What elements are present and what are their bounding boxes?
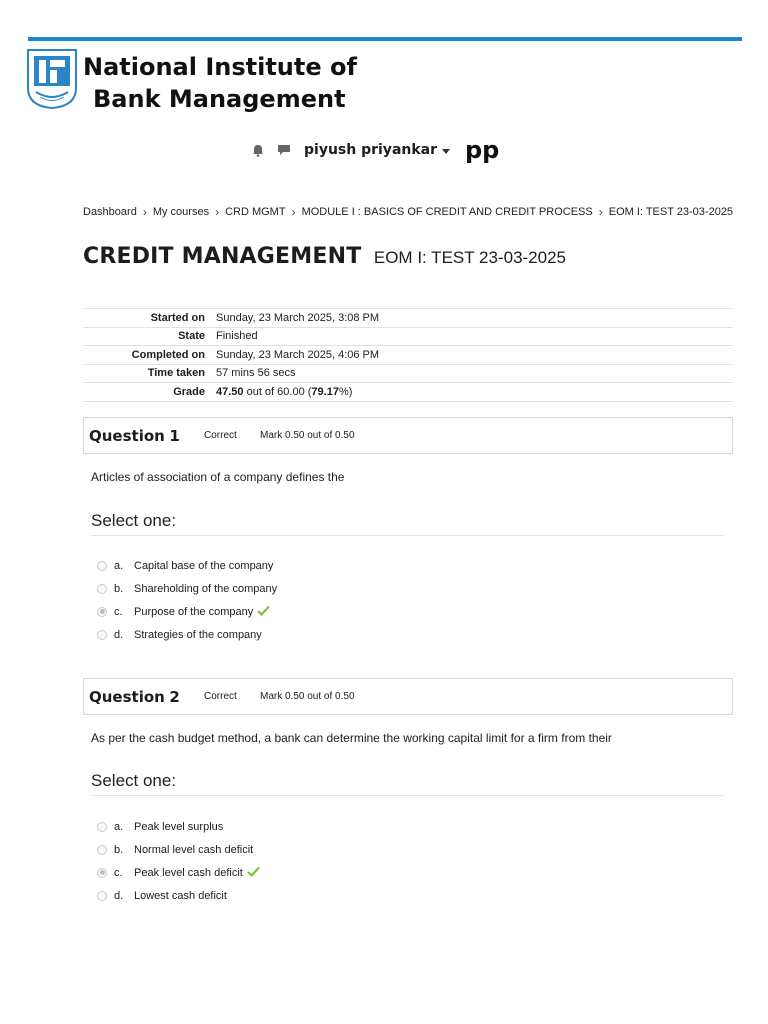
option-letter: a. <box>114 820 124 833</box>
checkmark-icon <box>247 866 260 880</box>
radio-button[interactable] <box>97 584 107 594</box>
question-1-text: Articles of association of a company defines the <box>91 470 345 484</box>
chevron-right-icon: › <box>291 205 296 219</box>
state-label: State <box>83 327 216 346</box>
grade-score: 47.50 <box>216 385 244 398</box>
completed-on-label: Completed on <box>83 346 216 365</box>
table-row <box>83 309 733 328</box>
answer-option[interactable] <box>97 815 260 838</box>
option-text: Peak level surplus <box>134 820 224 833</box>
top-accent-bar <box>28 37 742 41</box>
breadcrumb-course[interactable]: CRD MGMT <box>225 206 286 218</box>
avatar[interactable]: pp <box>465 136 500 164</box>
option-text: Lowest cash deficit <box>134 889 227 902</box>
radio-button[interactable] <box>97 891 107 901</box>
table-row <box>83 383 733 402</box>
chat-bubble-icon[interactable] <box>276 142 292 158</box>
question-1-info <box>83 417 733 454</box>
option-letter: d. <box>114 628 124 641</box>
radio-button[interactable] <box>97 630 107 640</box>
option-letter: d. <box>114 889 124 902</box>
option-text: Capital base of the company <box>134 559 274 572</box>
table-row <box>83 364 733 383</box>
radio-button[interactable] <box>97 845 107 855</box>
answer-option-selected[interactable] <box>97 600 277 623</box>
table-row <box>83 327 733 346</box>
option-text: Normal level cash deficit <box>134 843 254 856</box>
course-title: CREDIT MANAGEMENT <box>83 244 362 269</box>
option-text: Peak level cash deficit <box>134 866 243 879</box>
completed-on-value: Sunday, 23 March 2025, 4:06 PM <box>216 346 733 365</box>
question-mark: Mark 0.50 out of 0.50 <box>260 691 355 702</box>
grade-out-of: out of 60.00 ( <box>243 385 312 398</box>
question-label: Question <box>89 688 165 706</box>
question-2-info <box>83 678 733 715</box>
option-text: Shareholding of the company <box>134 582 278 595</box>
question-number-value: 2 <box>169 688 180 706</box>
question-1-options <box>97 554 277 646</box>
question-number-value: 1 <box>169 427 180 445</box>
radio-button[interactable] <box>97 561 107 571</box>
option-letter: b. <box>114 582 124 595</box>
option-letter: c. <box>114 866 123 879</box>
answer-option[interactable] <box>97 577 277 600</box>
option-letter: a. <box>114 559 124 572</box>
grade-end: %) <box>338 385 353 398</box>
chevron-right-icon: › <box>142 205 147 219</box>
answer-option[interactable] <box>97 623 277 646</box>
question-state: Correct <box>204 430 237 441</box>
nibm-logo-icon[interactable] <box>26 48 78 110</box>
radio-button[interactable] <box>97 822 107 832</box>
brand-line-1: National Institute of <box>83 53 357 81</box>
chevron-right-icon: › <box>215 205 220 219</box>
question-2-text: As per the cash budget method, a bank can determine the working capital limit for a firm from their <box>91 731 612 745</box>
time-taken-label: Time taken <box>83 364 216 383</box>
chevron-right-icon: › <box>598 205 603 219</box>
grade-value <box>216 383 733 402</box>
grade-percent: 79.17 <box>311 385 339 398</box>
started-on-label: Started on <box>83 309 216 328</box>
question-number <box>89 427 180 445</box>
user-name[interactable]: piyush priyankar <box>304 142 438 158</box>
brand-name[interactable] <box>83 51 357 115</box>
breadcrumb-my-courses[interactable]: My courses <box>152 206 210 218</box>
started-on-value: Sunday, 23 March 2025, 3:08 PM <box>216 309 733 328</box>
question-number <box>89 688 180 706</box>
radio-button-checked[interactable] <box>97 868 107 878</box>
quiz-title: EOM I: TEST 23-03-2025 <box>373 248 567 267</box>
grade-label: Grade <box>83 383 216 402</box>
chevron-down-icon[interactable] <box>442 149 450 154</box>
page-title <box>83 244 566 269</box>
answer-option[interactable] <box>97 884 260 907</box>
user-menu-area <box>250 138 450 162</box>
checkmark-icon <box>257 605 270 619</box>
attempt-summary-table <box>83 308 733 402</box>
option-letter: b. <box>114 843 124 856</box>
breadcrumb-quiz[interactable]: EOM I: TEST 23-03-2025 <box>608 206 734 218</box>
question-mark: Mark 0.50 out of 0.50 <box>260 430 355 441</box>
question-label: Question <box>89 427 165 445</box>
answer-option[interactable] <box>97 838 260 861</box>
breadcrumb-module[interactable]: MODULE I : BASICS OF CREDIT AND CREDIT PROCESS <box>301 206 593 218</box>
option-letter: c. <box>114 605 123 618</box>
breadcrumb <box>83 205 733 219</box>
select-one-label: Select one: <box>91 511 724 536</box>
answer-option[interactable] <box>97 554 277 577</box>
option-text: Strategies of the company <box>134 628 262 641</box>
select-one-label: Select one: <box>91 771 724 796</box>
radio-button-checked[interactable] <box>97 607 107 617</box>
time-taken-value: 57 mins 56 secs <box>216 364 733 383</box>
option-text: Purpose of the company <box>134 605 254 618</box>
brand-line-2: Bank Management <box>93 85 346 113</box>
state-value: Finished <box>216 327 733 346</box>
answer-option-selected[interactable] <box>97 861 260 884</box>
question-2-options <box>97 815 260 907</box>
bell-icon[interactable] <box>250 142 266 158</box>
table-row <box>83 346 733 365</box>
breadcrumb-dashboard[interactable]: Dashboard <box>83 206 137 218</box>
question-state: Correct <box>204 691 237 702</box>
